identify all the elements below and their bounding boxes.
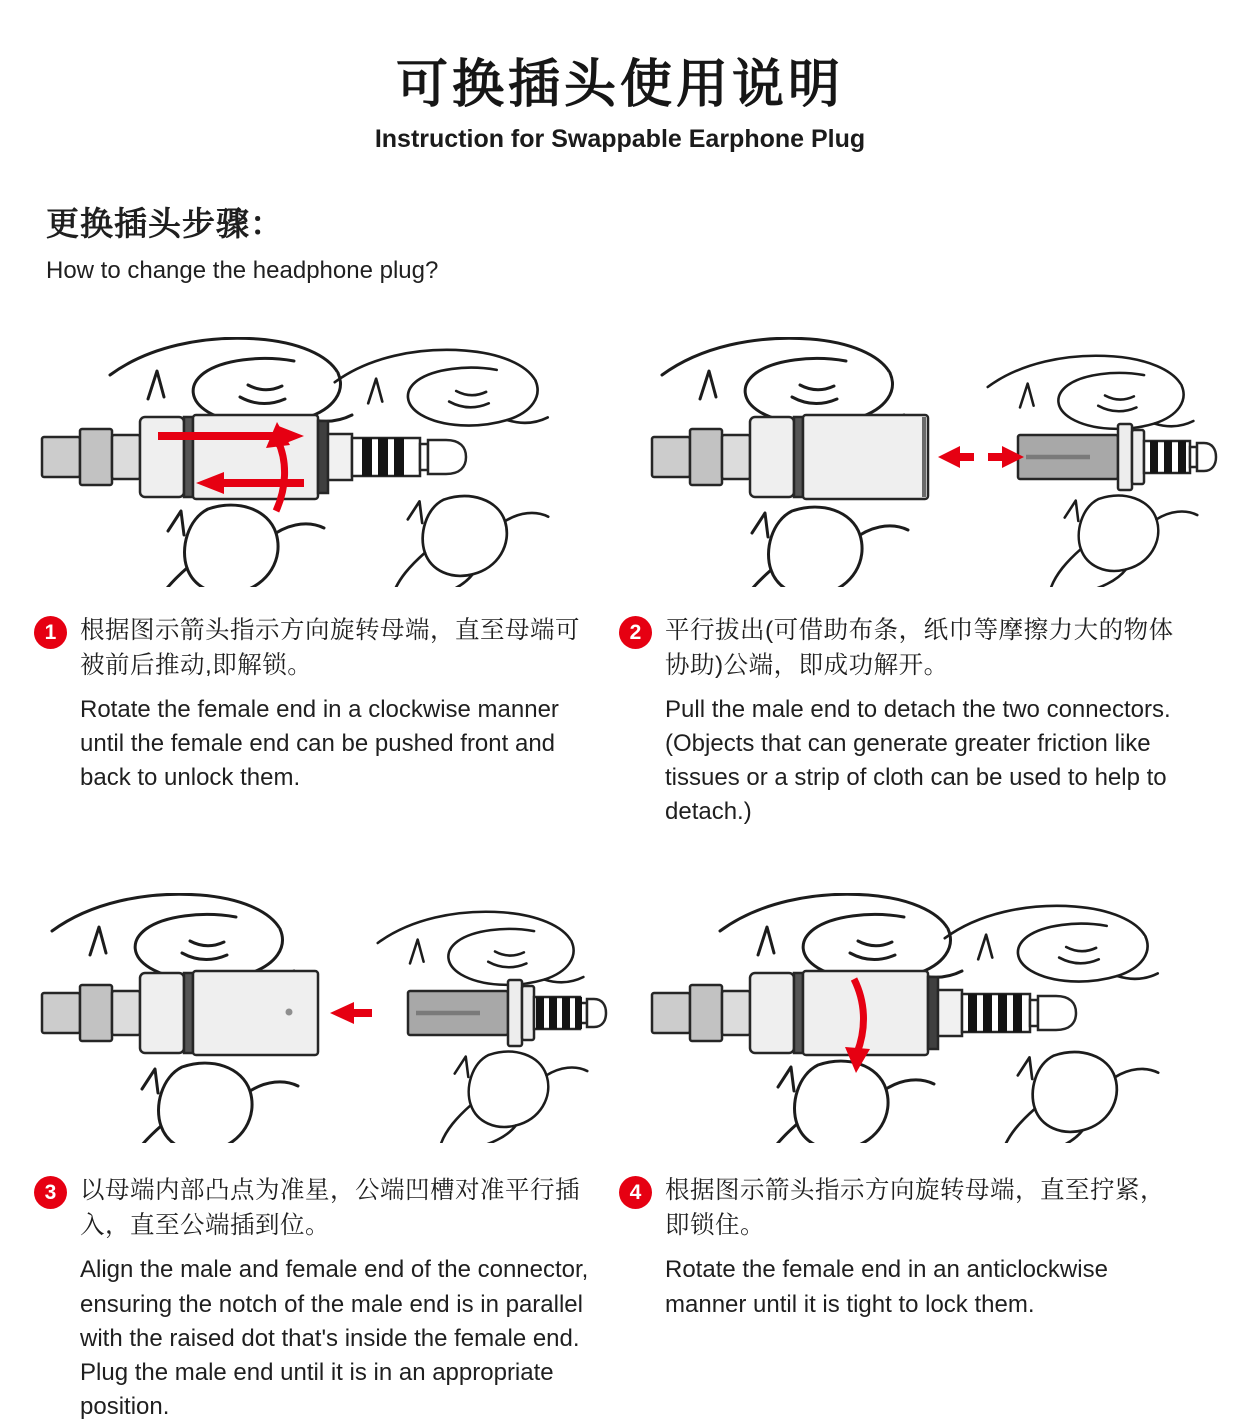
diagram-row-2 — [0, 893, 1240, 1143]
female-connector — [42, 971, 318, 1055]
step-1-text-en: Rotate the female end in a clockwise manner until the female end can be pushed front and back to unlock them. — [80, 696, 559, 792]
step-4-badge: 4 — [619, 1176, 652, 1209]
male-plug — [408, 980, 606, 1046]
page-title-english: Instruction for Swappable Earphone Plug — [374, 125, 866, 153]
step-3 — [34, 1173, 619, 1423]
female-connector — [652, 415, 928, 499]
step-3-text-zh: 以母端内部凸点为准星，公端凹槽对准平行插入，直至公端插到位。 — [80, 1177, 580, 1240]
female-connector — [652, 971, 928, 1055]
male-plug — [318, 421, 466, 493]
step-2-text-zh: 平行拔出(可借助布条，纸巾等摩擦力大的物体协助)公端，即成功解开。 — [665, 617, 1174, 680]
diagram-step-2 — [620, 337, 1240, 587]
male-plug — [928, 977, 1076, 1049]
step-4-text-en: Rotate the female end in an anticlockwise manner until it is tight to lock them. — [665, 1256, 1108, 1318]
page-header — [0, 0, 1240, 154]
diagram-step-1 — [0, 337, 620, 587]
male-plug — [1018, 424, 1216, 490]
section-heading-zh: 更换插头步骤： — [46, 205, 284, 242]
steps-row-1 — [0, 613, 1240, 829]
steps-row-2 — [0, 1173, 1240, 1423]
step-2 — [619, 613, 1240, 829]
page-title: 可换插头使用说明 — [395, 56, 844, 114]
step-2-text-en: Pull the male end to detach the two connectors. (Objects that can generate greater friction like tissues or a strip of cloth can be used to help to detach.) — [665, 696, 1171, 826]
step-1-badge: 1 — [34, 616, 67, 649]
insert-arrow — [330, 1002, 372, 1024]
diagram-row-1 — [0, 337, 1240, 587]
step-1 — [34, 613, 619, 829]
step-3-badge: 3 — [34, 1176, 67, 1209]
diagram-step-4 — [620, 893, 1240, 1143]
diagram-step-3 — [0, 893, 620, 1143]
step-3-text-en: Align the male and female end of the connector, ensuring the notch of the male end is in parallel with the raised dot that's inside the female end. Plug the male end until it is in an appropriate position. — [80, 1256, 589, 1420]
section-heading — [0, 154, 1240, 285]
raised-dot — [286, 1009, 293, 1016]
section-heading-en: How to change the headphone plug? — [46, 257, 439, 284]
step-4 — [619, 1173, 1240, 1423]
step-4-text-zh: 根据图示箭头指示方向旋转母端，直至拧紧，即锁住。 — [665, 1177, 1165, 1240]
step-1-text-zh: 根据图示箭头指示方向旋转母端，直至母端可被前后推动,即解锁。 — [80, 617, 580, 680]
step-2-badge: 2 — [619, 616, 652, 649]
pull-apart-arrows — [938, 446, 1024, 468]
